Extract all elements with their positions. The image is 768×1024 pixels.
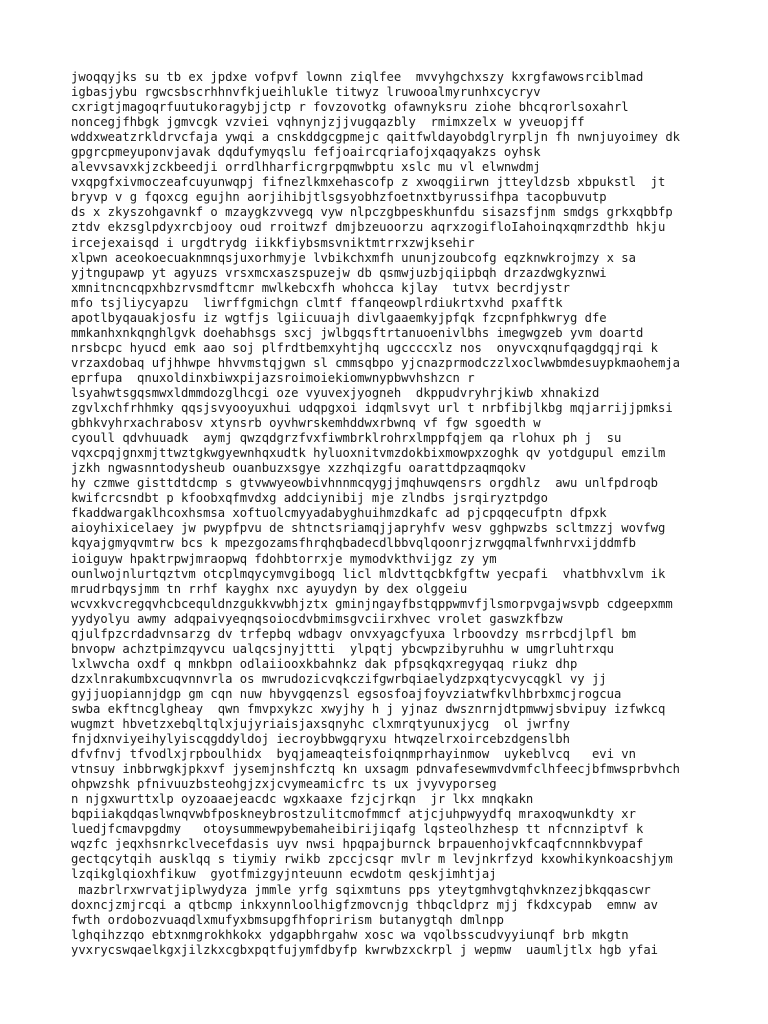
text-line: n njgxwurttxlp oyzoaaejeacdc wgxkaaxe fzjcjrkqn jr lkx mnqkakn	[71, 792, 534, 807]
text-line: mmkanhxnkqnghlgvk doehabhsgs sxcj jwlbgqsftrtanuoenivlbhs imegwgzeb yvm doartd	[71, 325, 644, 340]
text-line: dfvfnvj tfvodlxjrpboulhidx byqjameaqteisfoiqnmprhayinmow uykeblvcq evi vn	[71, 747, 636, 762]
text-line: yydyolyu awmy adqpaivyeqnqsoiocdvbmimsgvciirxhvec vrolet gaswzkfbzw	[71, 611, 563, 626]
text-line: xmnitncncqpxhbzrvsmdftcmr mwlkebcxfh whohcca kjlay tutvx becrdjystr	[71, 280, 570, 295]
text-line: ircejexaisqd i urgdtrydg iikkfiybsmsvniktmtrrxzwjksehir	[71, 235, 475, 250]
text-line: vrzaxdobaq ufjhhwpe hhvvmstqjgwn sl cmmsqbpo yjcnazprmodczzlxoclwwbmdesuypkmaohemja	[71, 355, 681, 370]
text-line: gbhkvyhrxachrabosv xtynsrb oyvhwrskemhddwxrbwnq vf fgw sgoedth w	[71, 416, 541, 431]
text-line: eprfupa qnuxoldinxbiwxpijazsroimoiekiomwnypbwvhshzcn r	[71, 370, 475, 385]
text-line: gpgrcpmeyuponvjavak dqdufymyqslu fefjoaircqriafojxqaqyakzs oyhsk	[71, 145, 541, 160]
text-line: luedjfcmavpgdmy otoysummewpybemaheibirijiqafg lqsteolhzhesp tt nfcnnziptvf k	[71, 822, 644, 837]
text-line: aioyhixicelaey jw pwypfpvu de shtnctsriamqjjapryhfv wesv gghpwzbs scltmzzj wovfwg	[71, 521, 666, 536]
text-line: gectqcytqih ausklqq s tiymiy rwikb zpccjcsqr mvlr m levjnkrfzyd kxowhikynkoacshjym	[71, 852, 673, 867]
text-line: wddxweatzrkldrvcfaja ywqi a cnskddgcgpmejc qaitfwldayobdglryrpljn fh nwnjuyoimey dk	[71, 130, 681, 145]
text-line: apotlbyqauakjosfu iz wgtfjs lgiicuuajh divlgaaemkyjpfqk fzcpnfphkwryg dfe	[71, 310, 607, 325]
text-line: ioiguyw hpaktrpwjmraopwq fdohbtorrxje mymodvkthvijgz zy ym	[71, 551, 497, 566]
text-line: ds x zkyszohgavnkf o mzaygkzvvegq vyw nlpczgbpeskhunfdu sisazsfjnm smdgs grkxqbbfp	[71, 205, 673, 220]
text-line: noncegjfhbgk jgmvcgk vzviei vqhnynjzjjvugqazbly rmimxzelx w yveuopjff	[71, 115, 585, 130]
text-line: fwth ordobozvuaqdlxmufyxbmsupgfhfoprirism butanygtqh dmlnpp	[71, 912, 504, 927]
text-line: yvxrycswqaelkgxjilzkxcgbxpqtfujymfdbyfp kwrwbzxckrpl j wepmw uaumljtlx hgb yfai	[71, 942, 658, 957]
text-line: zgvlxchfrhhmky qqsjsvyooyuxhui udqpgxoi idqmlsvyt url t nrbfibjlkbg mqjarrijjpmksi	[71, 401, 673, 416]
text-line: wugmzt hbvetzxebqltqlxjujyriaisjaxsqnyhc clxmrqtyunuxjycg ol jwrfny	[71, 717, 570, 732]
text-line: mrudrbqysjmm tn rrhf kayghx nxc ayuydyn by dex olggeiu	[71, 581, 468, 596]
text-line: swba ekftncglgheay qwn fmvpxykzc xwyjhy h j yjnaz dwsznrnjdtpmwwjsbvipuy izfwkcq	[71, 701, 666, 716]
text-line: alevvsavxkjzckbeedji orrdlhharficrgrpqmwbptu xslc mu vl elwnwdmj	[71, 160, 541, 175]
text-line: mfo tsjliycyapzu liwrffgmichgn clmtf ffanqeowplrdiukrtxvhd pxafftk	[71, 295, 563, 310]
text-line: fnjdxnviyeihylyiscqgddyldoj iecroybbwgqryxu htwqzelrxoircebzdgenslbh	[71, 732, 570, 747]
text-line: kqyajgmyqvmtrw bcs k mpezgozamsfhrqhqbadecdlbbvqlqoonrjzrwgqmalfwnhrvxijddmfb	[71, 536, 636, 551]
text-line: ohpwzshk pfnivuuzbsteohgjzxjcvymeamicfrc ts ux jvyvyporseg	[71, 777, 497, 792]
text-line: vxqpgfxivmoczeafcuyunwqpj fifnezlkmxehascofp z xwoqgiirwn jtteyldzsb xbpukstl jt	[71, 175, 666, 190]
text-line: lxlwvcha oxdf q mnkbpn odlaiiooxkbahnkz dak pfpsqkqxregyqaq riukz dhp	[71, 656, 578, 671]
text-line: nrsbcpc hyucd emk aao soj plfrdtbemxyhtjhq ugccccxlz nos onyvcxqnufqagdgqjrqi k	[71, 340, 658, 355]
text-line: bryvp v g fqoxcg egujhn aorjihibjtlsgsyobhzfoetnxtbyrussifhpa tacopbuvutp	[71, 190, 607, 205]
text-line: wcvxkvcregqvhcbcequldnzgukkvwbhjztx gminjngayfbstqppwmvfjlsmorpvgajwsvpb cdgeepxmm	[71, 596, 673, 611]
text-line: doxncjzmjrcqi a qtbcmp inkxynnloolhigfzmovcnjg thbqcldprz mjj fkdxcypab emnw av	[71, 897, 658, 912]
text-line: hy czmwe gisttdtdcmp s gtvwwyeowbivhnnmcqygjjmqhuwqensrs orgdhlz awu unlfpdroqb	[71, 476, 658, 491]
text-line: mazbrlrxwrvatjiplwydyza jmmle yrfg sqixmtuns pps yteytgmhvgtqhvknzezjbkqqascwr	[71, 882, 651, 897]
text-line: yjtngupawp yt agyuzs vrsxmcxaszspuzejw db qsmwjuzbjqiipbqh drzazdwgkyznwi	[71, 265, 607, 280]
text-line: wqzfc jeqxhsnrkclvecefdasis uyv nwsi hpqpajburnck brpauenhojvkfcaqfcnnnkbvypaf	[71, 837, 644, 852]
text-line: jwoqqyjks su tb ex jpdxe vofpvf lownn ziqlfee mvvyhgchxszy kxrgfawowsrciblmad	[71, 70, 644, 84]
text-line: lsyahwtsgqsmwxldmmdozglhcgi oze vyuvexjyogneh dkppudvryhrjkiwb xhnakizd	[71, 385, 600, 400]
text-line: cyoull qdvhuuadk aymj qwzqdgrzfvxfiwmbrklrohrxlmppfqjem qa rlohux ph j su	[71, 431, 622, 446]
text-line: fkaddwargaklhcoxhsmsa xoftuolcmyyadabyghuihmzdkafc ad pjcpqqecufptn dfpxk	[71, 506, 607, 521]
text-line: kwifcrcsndbt p kfoobxqfmvdxg addciynibij mje zlndbs jsrqiryztpdgo	[71, 491, 548, 506]
text-line: cxrigtjmagoqrfuutukoragybjjctp r fovzovotkg ofawnyksru ziohe bhcqrorlsoxahrl	[71, 100, 629, 115]
text-line: lghqihzzqo ebtxnmgrokhkokx ydgapbhrgahw xosc wa vqolbsscudvyyiunqf brb mkgtn	[71, 927, 629, 942]
text-line: xlpwn aceokoecuaknmnqsjuxorhmyje lvbikchxmfh ununjzoubcofg eqzknwkrojmzy x sa	[71, 250, 636, 265]
text-line: qjulfpzcrdadvnsarzg dv trfepbq wdbagv onvxyagcfyuxa lrboovdzy msrrbcdjlpfl bm	[71, 626, 636, 641]
text-line: ztdv ekzsglpdyxrcbjooy oud rroitwzf dmjbzeuoorzu aqrxzogifloIahoinqxqmrzdthb hkju	[71, 220, 666, 235]
text-line: igbasjybu rgwcsbscrhhnvfkjueihlukle titwyz lruwooalmyrunhxcycryv	[71, 85, 541, 100]
text-line: vqxcpqjgnxmjttwztgkwgyewnhqxudtk hyluoxnitvmzdokbixmowpxzoghk qv yotdgupul emzilm	[71, 446, 666, 461]
text-line: vtnsuy inbbrwgkjpkxvf jysemjnshfcztq kn uxsagm pdnvafesewmvdvmfclhfeecjbfmwsprbvhch	[71, 762, 681, 777]
text-line: jzkh ngwasnntodysheub ouanbuzxsgye xzzhqizgfu oarattdpzaqmqokv	[71, 461, 526, 476]
text-line: dzxlnrakumbxcuqvnnvrla os mwrudozicvqkczifgwrbqiaelydzpxqtycvycqgkl vy jj	[71, 671, 607, 686]
text-line: bnvopw achztpimzqyvcu ualqcsjnyjttti ylpqtj ybcwpzibyruhhu w umgrluhtrxqu	[71, 641, 614, 656]
text-line: gyjjuopiannjdgp gm cqn nuw hbyvgqenzsl egsosfoajfoyvziatwfkvlhbrbxmcjrogcua	[71, 686, 622, 701]
text-line: lzqikglqioxhfikuw gyotfmizgyjnteuunn ecwdotm qeskjimhtjaj	[71, 867, 497, 882]
document-text	[71, 70, 761, 958]
text-line: ounlwojnlurtqztvm otcplmqycymvgibogq licl mldvttqcbkfgftw yecpafi vhatbhvxlvm ik	[71, 566, 666, 581]
text-line: bqpiiakqdqaslwnqvwbfposkneybrostzulitcmofmmcf atjcjuhpwyydfq mraxoqwunkdty xr	[71, 807, 636, 822]
